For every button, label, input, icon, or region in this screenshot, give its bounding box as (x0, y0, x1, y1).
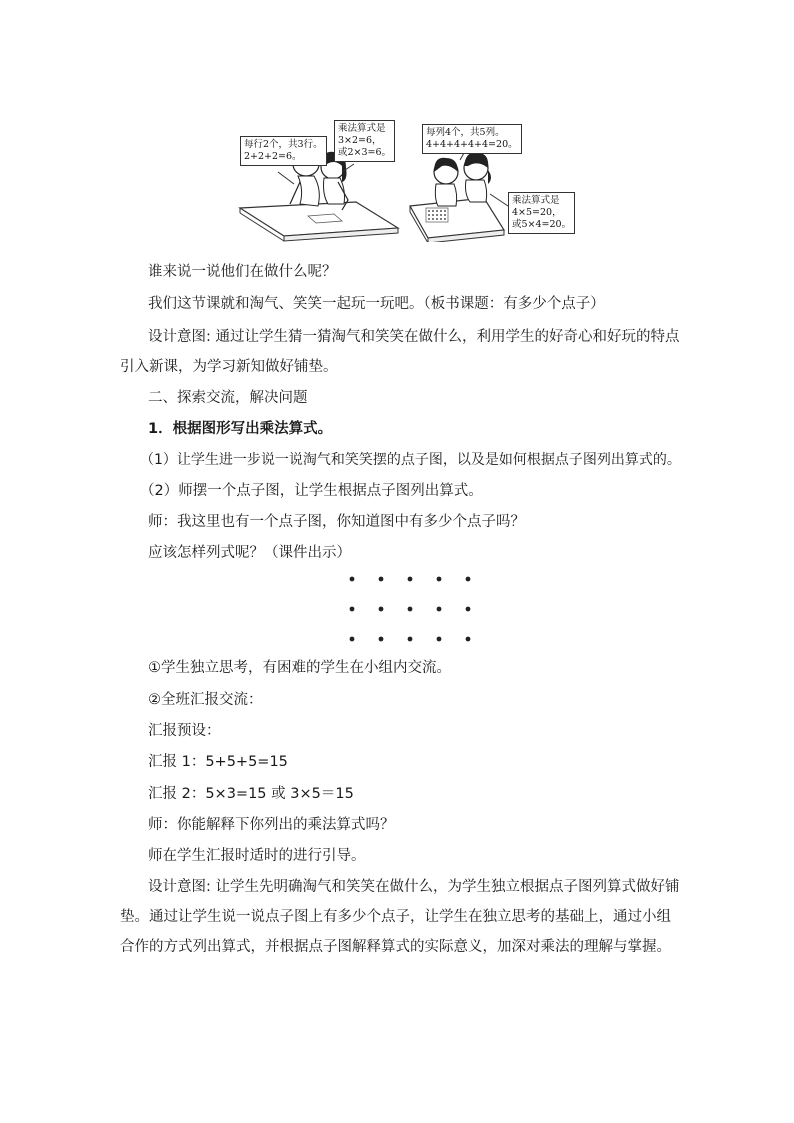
grid-dot (379, 607, 384, 612)
paragraph-report-2: 汇报 2：5×3=15 或 3×5＝15 (148, 786, 354, 802)
paragraph-step-1: （1）让学生进一步说一说淘气和笑笑摆的点子图，以及是如何根据点子图列出算式的。 (140, 452, 681, 468)
paragraph-design-intent-2: 设计意图: 让学生先明确淘气和笑笑在做什么，为学生独立根据点子图列算式做好铺垫。通过让学生说一说点子图上有多少个点子，让学生在独立思考的基础上，通过小组合作的方式列出算式，并根据点子图解释算式的实际意义，加深对乘法的理解与掌握。 (120, 879, 680, 955)
paragraph-preset: 汇报预设： (148, 723, 221, 739)
grid-dot (466, 637, 471, 642)
grid-dot (379, 637, 384, 642)
grid-dot (350, 637, 355, 642)
paragraph-step-2: （2）师摆一个点子图，让学生根据点子图列出算式。 (140, 483, 483, 499)
bubble-line: 每行2个，共3行。 (244, 139, 323, 150)
bubble-line: 每列4个，共5列。 (426, 127, 505, 138)
grid-dot (466, 607, 471, 612)
paragraph-think: ①学生独立思考，有困难的学生在小组内交流。 (148, 660, 451, 676)
grid-dot (350, 607, 355, 612)
dot-grid-figure (340, 571, 480, 647)
speech-bubble-right-1 (422, 124, 522, 154)
paragraph-design-intent-1: 设计意图: 通过让学生猜一猜淘气和笑笑在做什么，利用学生的好奇心和好玩的特点引入新课，为学习新知做好铺垫。 (120, 329, 680, 375)
paragraph-question: 谁来说一说他们在做什么呢？ (148, 264, 337, 280)
grid-dot (379, 577, 384, 582)
bubble-line: 或5×4=20。 (512, 219, 572, 230)
paragraph-guide: 师在学生汇报时适时的进行引导。 (148, 848, 366, 864)
speech-bubble-left-2 (334, 120, 395, 162)
bubble-line: 2+2+2=6。 (244, 151, 302, 162)
bubble-line: 或2×3=6。 (338, 147, 392, 158)
bubble-line: 3×2=6， (338, 135, 382, 146)
grid-dot (437, 637, 442, 642)
paragraph-report: ②全班汇报交流： (148, 692, 263, 708)
paragraph-intro: 我们这节课就和淘气、笑笑一起玩一玩吧。（板书课题：有多少个点子） (148, 296, 605, 312)
paragraph-teacher-question: 师：我这里也有一个点子图，你知道图中有多少个点子吗？ (148, 514, 525, 530)
children-illustration (238, 120, 578, 242)
grid-dot (408, 637, 413, 642)
paragraph-report-1: 汇报 1：5+5+5=15 (148, 754, 288, 770)
grid-dot (408, 607, 413, 612)
grid-dot (437, 607, 442, 612)
grid-dot (466, 577, 471, 582)
paragraph-explain: 师：你能解释下你列出的乘法算式吗？ (148, 817, 395, 833)
step-heading: 1．根据图形写出乘法算式。 (148, 421, 333, 437)
speech-bubble-left-1 (240, 136, 327, 166)
bubble-line: 乘法算式是 (338, 123, 386, 134)
speech-bubble-right-2 (508, 192, 575, 234)
section-heading: 二、探索交流，解决问题 (148, 390, 308, 406)
bubble-line: 4×5=20， (512, 207, 562, 218)
paragraph-how-to: 应该怎样列式呢？（课件出示） (148, 545, 351, 561)
grid-dot (437, 577, 442, 582)
grid-dot (350, 577, 355, 582)
bubble-line: 4+4+4+4+4=20。 (426, 139, 518, 150)
bubble-line: 乘法算式是 (512, 195, 560, 206)
grid-dot (408, 577, 413, 582)
